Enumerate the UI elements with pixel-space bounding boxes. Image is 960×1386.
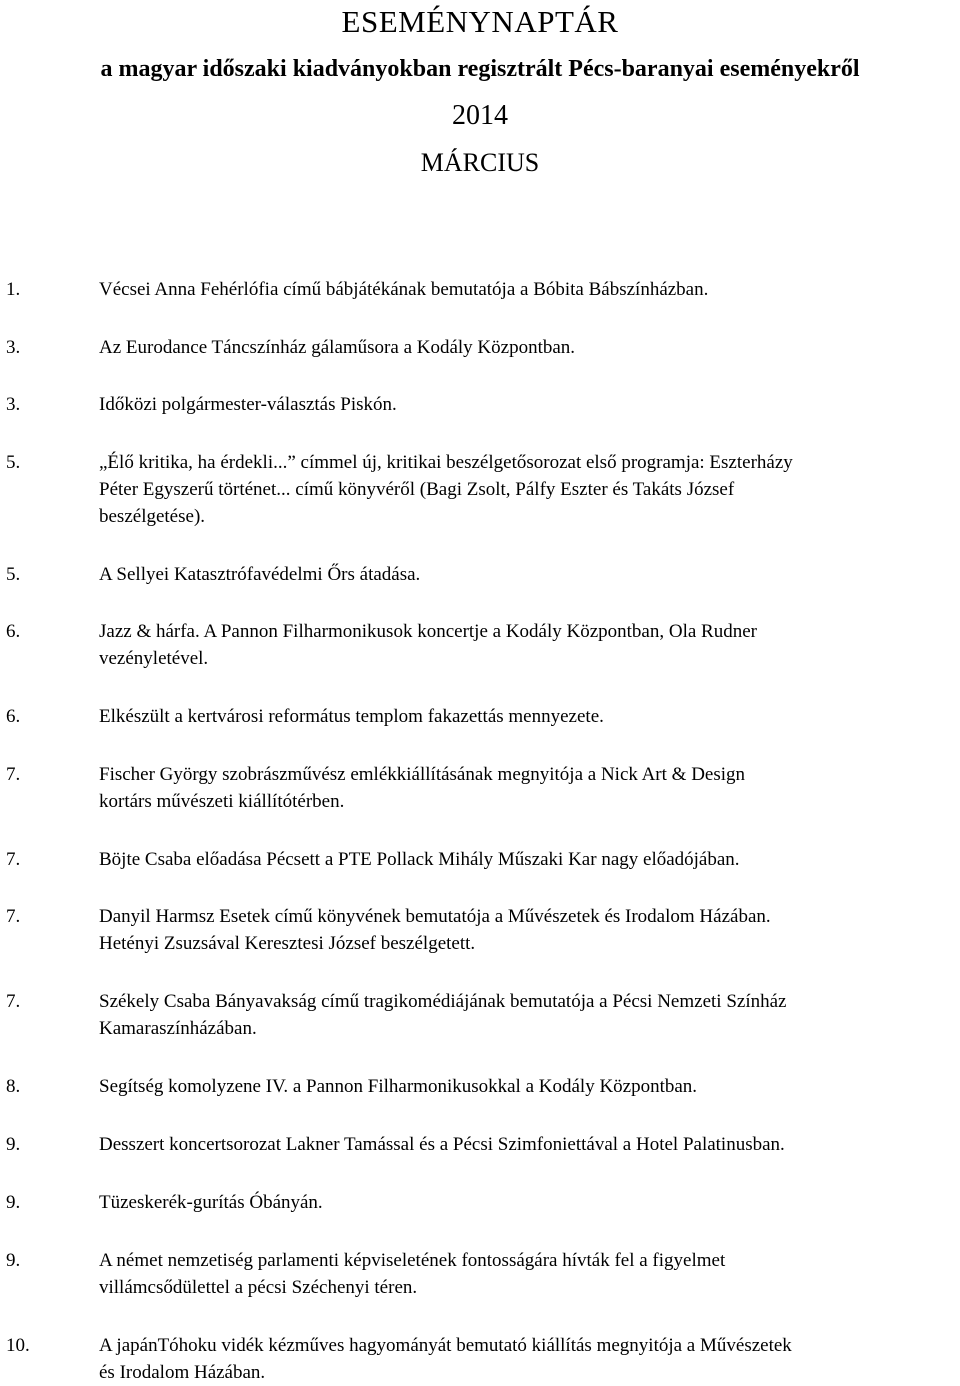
event-text	[99, 703, 960, 730]
event-line: „Élő kritika, ha érdekli...” címmel új, kritikai beszélgetősorozat első programja: Eszterházy	[99, 452, 793, 473]
event-day: 7.	[6, 906, 21, 927]
event-day: 3.	[6, 394, 21, 415]
event-line: Kamaraszínházában.	[99, 1018, 257, 1039]
event-text	[99, 618, 960, 672]
event-day: 1.	[6, 279, 21, 300]
event-text	[99, 391, 960, 418]
event-line: Székely Csaba Bányavakság című tragikomédiájának bemutatója a Pécsi Nemzeti Színház	[99, 991, 787, 1012]
event-line: és Irodalom Házában.	[99, 1362, 266, 1383]
event-text	[99, 1332, 960, 1386]
event-text	[99, 903, 960, 957]
event-day: 9.	[6, 1134, 21, 1155]
event-line: beszélgetése).	[99, 506, 206, 527]
event-day: 7.	[6, 991, 21, 1012]
event-line: Időközi polgármester-választás Piskón.	[99, 394, 397, 415]
event-day: 6.	[6, 621, 21, 642]
event-day: 6.	[6, 706, 21, 727]
event-line: Péter Egyszerű történet... című könyvéről (Bagi Zsolt, Pálfy Eszter és Takáts József	[99, 479, 735, 500]
event-line: Desszert koncertsorozat Lakner Tamással és a Pécsi Szimfoniettával a Hotel Palatinusban.	[99, 1134, 785, 1155]
page-subtitle: a magyar időszaki kiadványokban regisztrált Pécs-baranyai eseményekről	[100, 56, 860, 82]
event-line: Elkészült a kertvárosi református templom fakazettás mennyezete.	[99, 706, 604, 727]
event-line: Jazz & hárfa. A Pannon Filharmonikusok koncertje a Kodály Központban, Ola Rudner	[99, 621, 757, 642]
event-line: A japánTóhoku vidék kézműves hagyományát bemutató kiállítás megnyitója a Művészetek	[99, 1335, 792, 1356]
event-text	[99, 1189, 960, 1216]
event-line: A német nemzetiség parlamenti képviseletének fontosságára hívták fel a figyelmet	[99, 1250, 726, 1271]
event-line: Böjte Csaba előadása Pécsett a PTE Pollack Mihály Műszaki Kar nagy előadójában.	[99, 849, 740, 870]
event-day: 3.	[6, 337, 21, 358]
event-text	[99, 1073, 960, 1100]
event-line: vezényletével.	[99, 648, 209, 669]
event-line: Tüzeskerék-gurítás Óbányán.	[99, 1192, 323, 1213]
event-text	[99, 334, 960, 361]
event-text	[99, 1247, 960, 1301]
event-text	[99, 761, 960, 815]
year-heading: 2014	[452, 100, 508, 131]
event-text	[99, 1131, 960, 1158]
event-line: Vécsei Anna Fehérlófia című bábjátékának bemutatója a Bóbita Bábszínházban.	[99, 279, 709, 300]
page-title: ESEMÉNYNAPTÁR	[341, 4, 619, 39]
event-line: villámcsődülettel a pécsi Széchenyi téren.	[99, 1277, 418, 1298]
event-day: 5.	[6, 564, 21, 585]
event-day: 7.	[6, 849, 21, 870]
month-heading: MÁRCIUS	[420, 148, 540, 177]
event-text	[99, 988, 960, 1042]
event-text	[99, 846, 960, 873]
event-line: Segítség komolyzene IV. a Pannon Filharmonikusokkal a Kodály Központban.	[99, 1076, 698, 1097]
event-day: 9.	[6, 1192, 21, 1213]
event-day: 10.	[6, 1335, 30, 1356]
event-day: 9.	[6, 1250, 21, 1271]
event-line: Az Eurodance Táncszínház gálaműsora a Kodály Központban.	[99, 337, 576, 358]
event-day: 8.	[6, 1076, 21, 1097]
event-day: 7.	[6, 764, 21, 785]
event-line: Hetényi Zsuzsával Keresztesi József beszélgetett.	[99, 933, 476, 954]
event-line: Fischer György szobrászművész emlékkiállításának megnyitója a Nick Art & Design	[99, 764, 746, 785]
event-line: Danyil Harmsz Esetek című könyvének bemutatója a Művészetek és Irodalom Házában.	[99, 906, 771, 927]
event-line: kortárs művészeti kiállítótérben.	[99, 791, 345, 812]
event-text	[99, 449, 960, 530]
event-line: A Sellyei Katasztrófavédelmi Őrs átadása.	[99, 564, 421, 585]
event-text	[99, 276, 960, 303]
event-text	[99, 561, 960, 588]
event-day: 5.	[6, 452, 21, 473]
